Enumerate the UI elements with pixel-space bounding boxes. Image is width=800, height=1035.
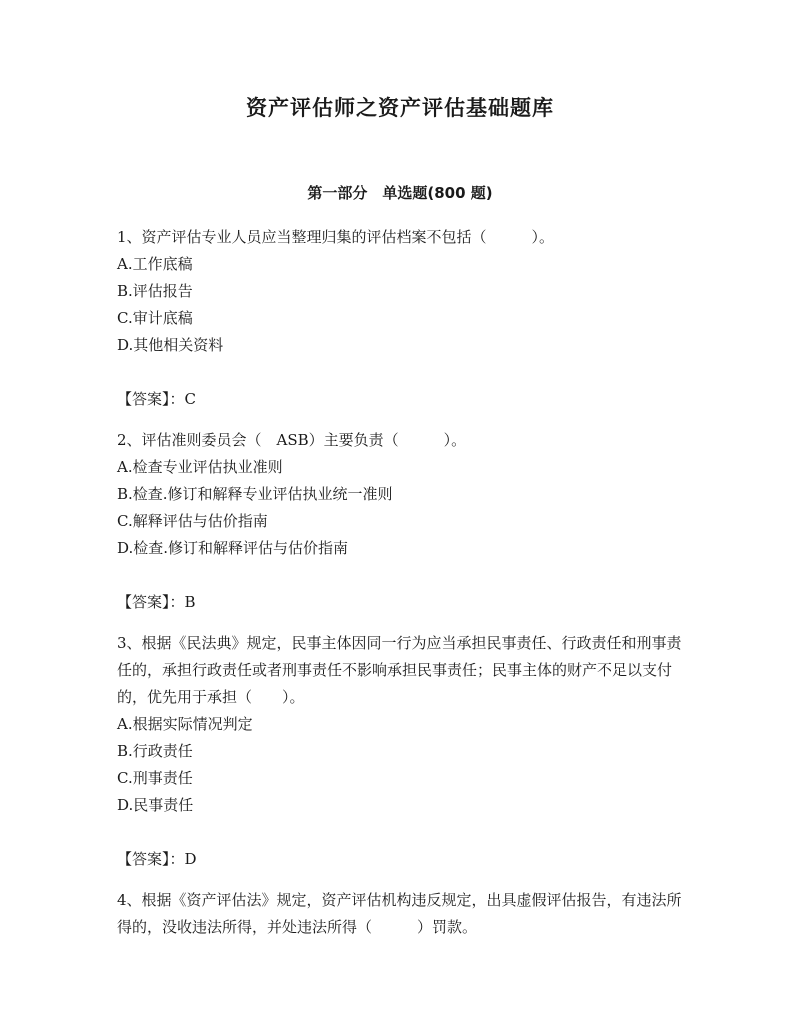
question-block <box>117 887 687 941</box>
option-c: C.审计底稿 <box>117 309 193 327</box>
option-d: D.检查.修订和解释评估与估价指南 <box>117 539 349 557</box>
answer-line <box>117 386 687 413</box>
option-a: A.检查专业评估执业准则 <box>117 458 283 476</box>
answer-value: D <box>184 850 197 868</box>
answer-label: 【答案】： <box>117 593 185 611</box>
document-title: 资产评估师之资产评估基础题库 <box>246 96 554 120</box>
question-stem: 4、根据《资产评估法》规定，资产评估机构违反规定，出具虚假评估报告，有违法所得的，没收违法所得，并处违法所得（ ）罚款。 <box>117 891 682 936</box>
question-stem: 2、评估准则委员会（ ASB）主要负责（ ）。 <box>117 431 467 449</box>
option-b: B.检查.修订和解释专业评估执业统一准则 <box>117 485 393 503</box>
question-block <box>117 630 687 873</box>
answer-value: C <box>184 390 196 408</box>
question-list <box>117 224 687 941</box>
answer-label: 【答案】： <box>117 850 185 868</box>
option-a: A.工作底稿 <box>117 255 193 273</box>
option-c: C.刑事责任 <box>117 769 193 787</box>
option-a: A.根据实际情况判定 <box>117 715 253 733</box>
question-stem: 3、根据《民法典》规定，民事主体因同一行为应当承担民事责任、行政责任和刑事责任的，承担行政责任或者刑事责任不影响承担民事责任；民事主体的财产不足以支付的，优先用于承担（ ）。 <box>117 634 682 706</box>
section-title: 第一部分 单选题(800 题) <box>307 184 493 202</box>
question-block <box>117 224 687 413</box>
question-block <box>117 427 687 616</box>
question-stem: 1、资产评估专业人员应当整理归集的评估档案不包括（ ）。 <box>117 228 555 246</box>
answer-line <box>117 589 687 616</box>
answer-label: 【答案】： <box>117 390 185 408</box>
option-d: D.其他相关资料 <box>117 336 224 354</box>
answer-value: B <box>184 593 196 611</box>
option-b: B.评估报告 <box>117 282 193 300</box>
answer-line <box>117 846 687 873</box>
option-c: C.解释评估与估价指南 <box>117 512 268 530</box>
option-b: B.行政责任 <box>117 742 193 760</box>
option-d: D.民事责任 <box>117 796 194 814</box>
